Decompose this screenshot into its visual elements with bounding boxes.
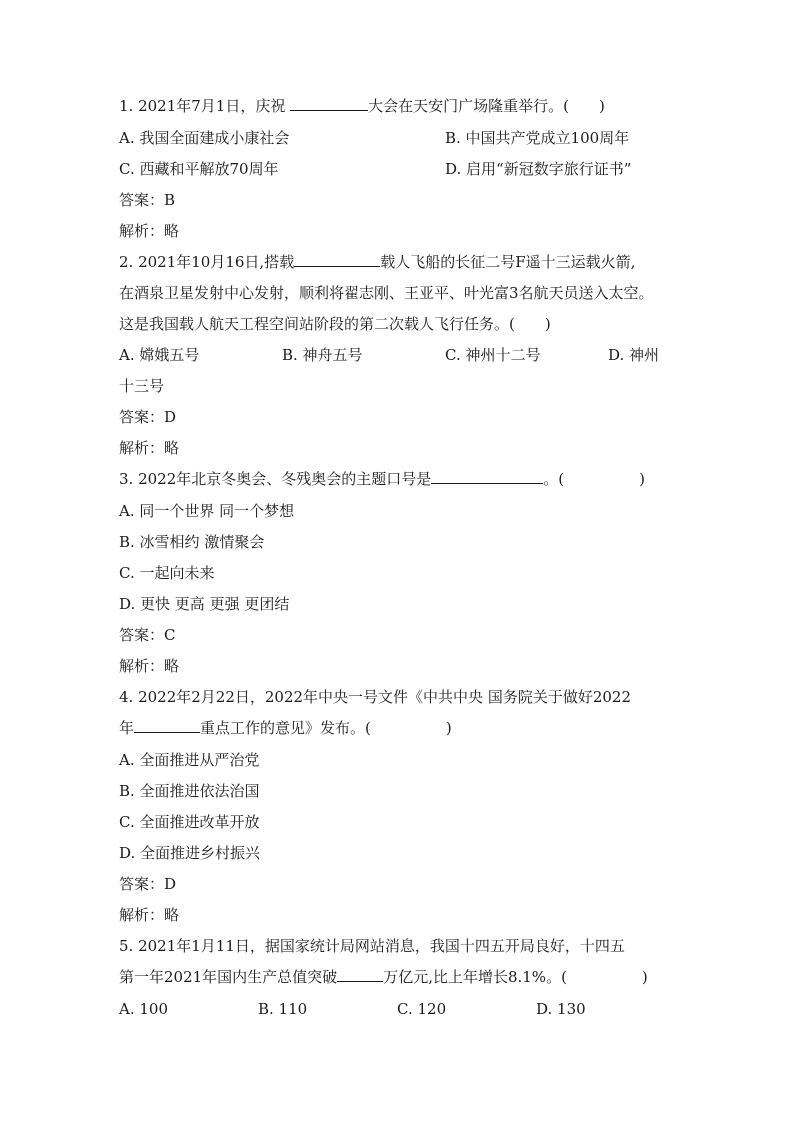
analysis-line: 解析：略 bbox=[119, 439, 180, 457]
option-a: A. 嫦娥五号 bbox=[119, 346, 200, 364]
option-a: A. 同一个世界 同一个梦想 bbox=[119, 502, 295, 520]
answer-blank bbox=[134, 718, 200, 733]
option-c: C. 全面推进改革开放 bbox=[119, 813, 260, 831]
question-5-line-2 bbox=[119, 967, 648, 987]
option-c: C. 一起向未来 bbox=[119, 564, 215, 582]
option-d: D. 130 bbox=[536, 1000, 586, 1018]
answer-blank bbox=[294, 252, 380, 267]
option-b: B. 中国共产党成立100周年 bbox=[445, 129, 630, 147]
option-d: D. 神州 bbox=[608, 346, 660, 364]
question-1-text-start: 1. 2021年7月1日，庆祝 bbox=[119, 97, 291, 115]
option-c: C. 西藏和平解放70周年 bbox=[119, 160, 279, 178]
answer-line: 答案：D bbox=[119, 875, 177, 893]
analysis-line: 解析：略 bbox=[119, 906, 180, 924]
question-1 bbox=[119, 96, 605, 116]
option-c: C. 120 bbox=[397, 1000, 447, 1018]
question-4-text-end: 重点工作的意见》发布。( ) bbox=[200, 719, 452, 737]
answer-line: 答案：C bbox=[119, 626, 176, 644]
question-4-text-start: 年 bbox=[119, 719, 135, 737]
question-2-line-2: 在酒泉卫星发射中心发射，顺利将翟志刚、王亚平、叶光富3名航天员送入太空。 bbox=[119, 284, 654, 302]
question-1-text-end: 大会在天安门广场隆重举行。( ) bbox=[368, 97, 605, 115]
option-a: A. 全面推进从严治党 bbox=[119, 751, 260, 769]
question-5-line-1: 5. 2021年1月11日，据国家统计局网站消息，我国十四五开局良好，十四五 bbox=[119, 937, 625, 955]
option-a: A. 我国全面建成小康社会 bbox=[119, 129, 290, 147]
option-d: D. 全面推进乡村振兴 bbox=[119, 844, 261, 862]
option-b: B. 神舟五号 bbox=[282, 346, 363, 364]
option-b: B. 冰雪相约 激情聚会 bbox=[119, 533, 265, 551]
answer-blank bbox=[337, 967, 383, 982]
question-2-line-3: 这是我国载人航天工程空间站阶段的第二次载人飞行任务。( ) bbox=[119, 315, 551, 333]
answer-line: 答案：D bbox=[119, 408, 177, 426]
question-3-text-end: 。( ) bbox=[543, 470, 645, 488]
question-4-line-1: 4. 2022年2月22日，2022年中央一号文件《中共中央 国务院关于做好2022 bbox=[119, 688, 632, 706]
answer-blank bbox=[290, 96, 368, 111]
question-5-text-start: 第一年2021年国内生产总值突破 bbox=[119, 968, 338, 986]
question-5-text-end: 万亿元,比上年增长8.1%。( ) bbox=[383, 968, 648, 986]
option-b: B. 110 bbox=[258, 1000, 308, 1018]
question-3-text-start: 3. 2022年北京冬奥会、冬残奥会的主题口号是 bbox=[119, 470, 432, 488]
question-2-line-1 bbox=[119, 252, 635, 272]
option-d: D. 更快 更高 更强 更团结 bbox=[119, 595, 290, 613]
question-4-line-2 bbox=[119, 718, 452, 738]
option-b: B. 全面推进依法治国 bbox=[119, 782, 260, 800]
analysis-line: 解析：略 bbox=[119, 657, 180, 675]
answer-blank bbox=[431, 469, 543, 484]
option-d: D. 启用“新冠数字旅行证书” bbox=[445, 160, 632, 178]
question-2-text-start: 2. 2021年10月16日,搭载 bbox=[119, 253, 295, 271]
question-3 bbox=[119, 469, 645, 489]
analysis-line: 解析：略 bbox=[119, 222, 180, 240]
option-c: C. 神州十二号 bbox=[445, 346, 541, 364]
question-2-text-end: 载人飞船的长征二号F遥十三运载火箭, bbox=[380, 253, 636, 271]
answer-line: 答案：B bbox=[119, 191, 176, 209]
option-d-continued: 十三号 bbox=[119, 377, 165, 395]
option-a: A. 100 bbox=[119, 1000, 168, 1018]
